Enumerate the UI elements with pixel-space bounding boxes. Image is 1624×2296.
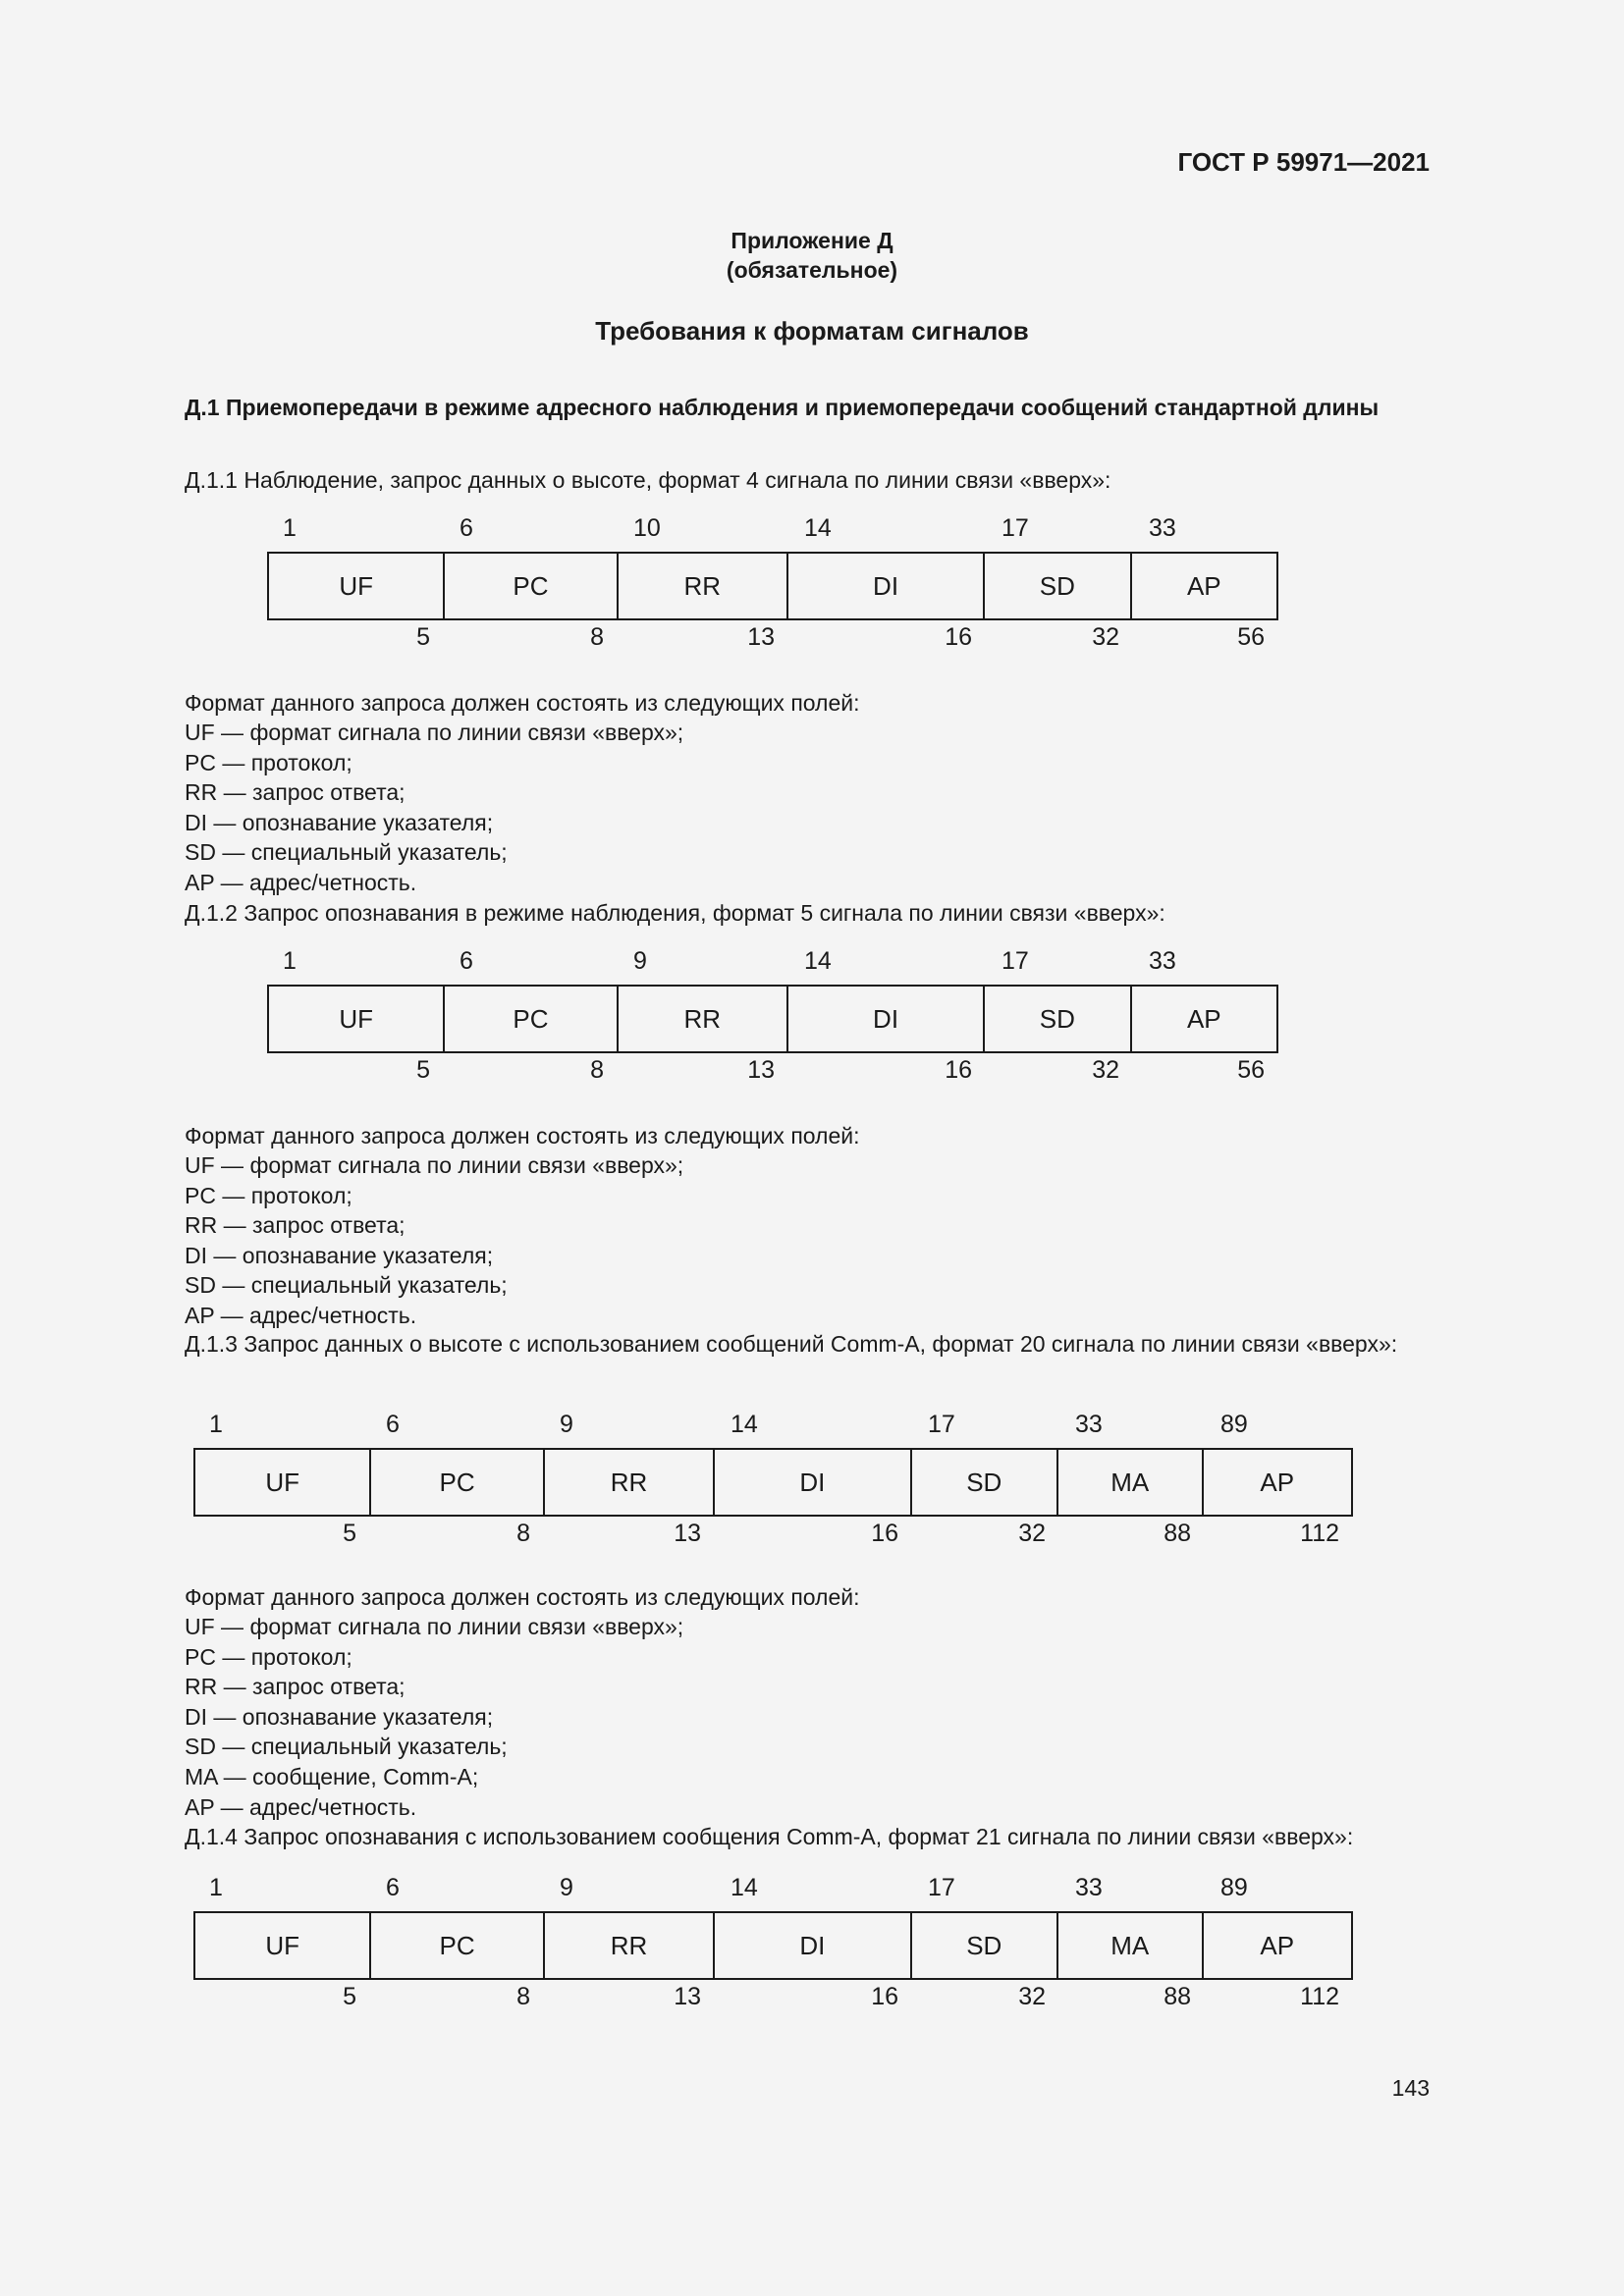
item-3-fields-intro: Формат данного запроса должен состоять из следующих полей: xyxy=(185,1584,860,1610)
item-3-caption: Д.1.3 Запрос данных о высоте с использованием сообщений Comm-A, формат 20 сигнала по линии связи «вверх»: xyxy=(185,1331,1398,1357)
end-bit-label: 8 xyxy=(590,1056,604,1084)
field-cell-rr: RR xyxy=(545,1913,715,1978)
start-bit-label: 14 xyxy=(804,947,832,975)
end-bit-label: 112 xyxy=(1300,1520,1339,1547)
field-cell-ma: MA xyxy=(1058,1913,1204,1978)
document-code: ГОСТ Р 59971—2021 xyxy=(1177,147,1430,177)
start-bit-label: 14 xyxy=(731,1874,758,1901)
appendix-label: Приложение Д xyxy=(731,228,893,253)
start-bit-label: 17 xyxy=(928,1874,955,1901)
field-cell-pc: PC xyxy=(445,554,618,618)
item-1-caption: Д.1.1 Наблюдение, запрос данных о высоте, формат 4 сигнала по линии связи «вверх»: xyxy=(185,467,1111,493)
end-bit-label: 5 xyxy=(343,1983,356,2010)
field-cell-sd: SD xyxy=(912,1913,1059,1978)
start-bit-label: 33 xyxy=(1149,947,1176,975)
definition-sd: SD — специальный указатель; xyxy=(185,1734,508,1760)
field-cell-uf: UF xyxy=(269,554,445,618)
definition-ma: MA — сообщение, Comm-A; xyxy=(185,1763,479,1789)
appendix-status: (обязательное) xyxy=(726,257,898,283)
field-cell-pc: PC xyxy=(371,1913,544,1978)
start-bit-label: 89 xyxy=(1220,1411,1248,1438)
end-bit-label: 5 xyxy=(343,1520,356,1547)
end-bit-label: 5 xyxy=(416,623,430,651)
start-bit-label: 1 xyxy=(209,1874,223,1901)
field-cell-rr: RR xyxy=(545,1450,715,1515)
end-bit-label: 32 xyxy=(1018,1983,1046,2010)
end-bit-label: 16 xyxy=(945,1056,972,1084)
field-cell-di: DI xyxy=(788,987,985,1051)
start-bit-label: 9 xyxy=(560,1874,573,1901)
start-bit-label: 9 xyxy=(633,947,647,975)
field-row xyxy=(193,1911,1353,1980)
start-bit-label: 1 xyxy=(283,514,297,542)
end-bit-label: 112 xyxy=(1300,1983,1339,2010)
end-bit-label: 16 xyxy=(945,623,972,651)
start-bit-label: 17 xyxy=(1001,947,1029,975)
item-2-field-definitions xyxy=(185,1150,683,1331)
end-bit-label: 13 xyxy=(747,623,775,651)
start-bit-label: 6 xyxy=(460,947,473,975)
format-4-diagram xyxy=(0,514,1624,652)
end-bit-label: 13 xyxy=(747,1056,775,1084)
start-bit-label: 89 xyxy=(1220,1874,1248,1901)
start-bit-label: 6 xyxy=(460,514,473,542)
definition-ap: AP — адрес/четность. xyxy=(185,1302,417,1328)
appendix-title xyxy=(0,226,1624,285)
start-bit-label: 10 xyxy=(633,514,661,542)
field-cell-ma: MA xyxy=(1058,1450,1204,1515)
field-row xyxy=(193,1448,1353,1517)
field-cell-uf: UF xyxy=(269,987,445,1051)
definition-ap: AP — адрес/четность. xyxy=(185,869,417,895)
definition-sd: SD — специальный указатель; xyxy=(185,1272,508,1299)
definition-pc: PC — протокол; xyxy=(185,1643,352,1670)
start-bit-label: 6 xyxy=(386,1411,400,1438)
field-cell-ap: AP xyxy=(1186,1003,1221,1034)
start-bit-label: 6 xyxy=(386,1874,400,1901)
field-cell-sd: SD xyxy=(912,1450,1059,1515)
end-bit-label: 8 xyxy=(516,1983,530,2010)
start-bit-label: 17 xyxy=(928,1411,955,1438)
page-number: 143 xyxy=(1391,2075,1430,2101)
field-cell-pc: PC xyxy=(371,1450,544,1515)
item-1-field-definitions xyxy=(185,718,683,898)
section-heading: Д.1 Приемопередачи в режиме адресного наблюдения и приемопередачи сообщений стандартной длины xyxy=(185,395,1380,420)
item-2-caption: Д.1.2 Запрос опознавания в режиме наблюдения, формат 5 сигнала по линии связи «вверх»: xyxy=(185,900,1165,926)
start-bit-label: 33 xyxy=(1075,1411,1103,1438)
field-cell-sd: SD xyxy=(985,987,1131,1051)
end-bit-label: 32 xyxy=(1018,1520,1046,1547)
start-bit-label: 1 xyxy=(283,947,297,975)
definition-pc: PC — протокол; xyxy=(185,749,352,775)
field-cell-uf: UF xyxy=(195,1913,371,1978)
format-20-diagram xyxy=(0,1411,1624,1548)
field-cell-ap: AP xyxy=(1186,570,1221,601)
definition-di: DI — опознавание указателя; xyxy=(185,809,494,835)
item-4-caption: Д.1.4 Запрос опознавания с использованием сообщения Comm-A, формат 21 сигнала по линии связи «вверх»: xyxy=(185,1824,1354,1849)
end-bit-label: 56 xyxy=(1237,623,1265,651)
start-bit-label: 33 xyxy=(1075,1874,1103,1901)
end-bit-label: 8 xyxy=(516,1520,530,1547)
end-bit-label: 8 xyxy=(590,623,604,651)
start-bit-label: 1 xyxy=(209,1411,223,1438)
end-bit-label: 88 xyxy=(1164,1983,1191,2010)
start-bit-label: 17 xyxy=(1001,514,1029,542)
definition-rr: RR — запрос ответа; xyxy=(185,1212,406,1239)
end-bit-label: 56 xyxy=(1237,1056,1265,1084)
definition-pc: PC — протокол; xyxy=(185,1182,352,1208)
end-bit-label: 16 xyxy=(871,1520,898,1547)
definition-di: DI — опознавание указателя; xyxy=(185,1703,494,1730)
field-cell-di: DI xyxy=(715,1913,911,1978)
field-cell-rr: RR xyxy=(619,987,788,1051)
definition-di: DI — опознавание указателя; xyxy=(185,1242,494,1268)
definition-ap: AP — адрес/четность. xyxy=(185,1793,417,1820)
format-21-diagram xyxy=(0,1874,1624,2011)
appendix-heading: Требования к форматам сигналов xyxy=(595,316,1029,346)
field-cell-ap: AP xyxy=(1260,1930,1295,1960)
field-cell-sd: SD xyxy=(985,554,1131,618)
definition-uf: UF — формат сигнала по линии связи «вверх»; xyxy=(185,1152,684,1178)
start-bit-label: 14 xyxy=(804,514,832,542)
field-cell-di: DI xyxy=(788,554,985,618)
field-cell-uf: UF xyxy=(195,1450,371,1515)
start-bit-label: 14 xyxy=(731,1411,758,1438)
end-bit-label: 16 xyxy=(871,1983,898,2010)
definition-rr: RR — запрос ответа; xyxy=(185,1674,406,1700)
item-3-field-definitions xyxy=(185,1612,683,1822)
definition-uf: UF — формат сигнала по линии связи «вверх»; xyxy=(185,720,684,745)
definition-sd: SD — специальный указатель; xyxy=(185,839,508,866)
format-5-diagram xyxy=(0,947,1624,1085)
definition-rr: RR — запрос ответа; xyxy=(185,779,406,806)
field-cell-pc: PC xyxy=(445,987,618,1051)
end-bit-label: 13 xyxy=(674,1983,701,2010)
field-cell-ap: AP xyxy=(1260,1467,1295,1497)
end-bit-label: 5 xyxy=(416,1056,430,1084)
end-bit-label: 88 xyxy=(1164,1520,1191,1547)
field-cell-di: DI xyxy=(715,1450,911,1515)
end-bit-label: 32 xyxy=(1092,623,1119,651)
field-cell-rr: RR xyxy=(619,554,788,618)
start-bit-label: 9 xyxy=(560,1411,573,1438)
end-bit-label: 13 xyxy=(674,1520,701,1547)
field-row xyxy=(267,552,1278,620)
field-row xyxy=(267,985,1278,1053)
item-2-fields-intro: Формат данного запроса должен состоять из следующих полей: xyxy=(185,1123,860,1148)
end-bit-label: 32 xyxy=(1092,1056,1119,1084)
start-bit-label: 33 xyxy=(1149,514,1176,542)
item-1-fields-intro: Формат данного запроса должен состоять из следующих полей: xyxy=(185,690,860,716)
definition-uf: UF — формат сигнала по линии связи «вверх»; xyxy=(185,1614,684,1639)
